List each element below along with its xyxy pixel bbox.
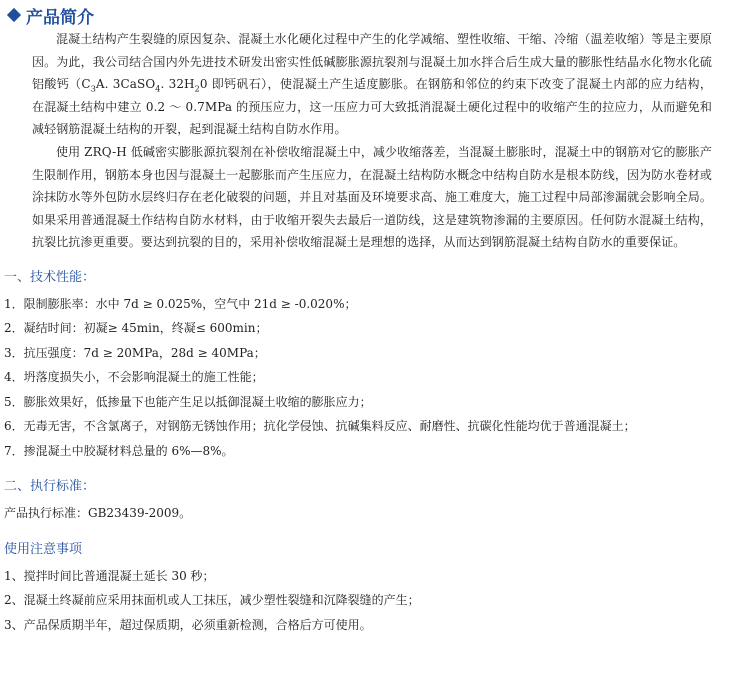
list-item: 6．无毒无害，不含氯离子，对钢筋无锈蚀作用；抗化学侵蚀、抗碱集料反应、耐磨性、抗碳化性能均优于普通混凝土； [4,419,636,434]
page-title-text: 产品简介 [26,7,94,28]
list-item: 1．限制膨胀率：水中 7d ≥ 0.025%，空气中 21d ≥ -0.020%； [4,296,357,311]
notes-list [4,564,712,638]
tech-section-heading: 一、技术性能： [4,269,96,285]
page-title [6,2,712,28]
list-item: 1、搅拌时间比普通混凝土延长 30 秒； [4,568,215,583]
diamond-icon [7,8,21,22]
intro-paragraph-2: 使用 ZRQ-H 低碱密实膨胀源抗裂剂在补偿收缩混凝土中，减少收缩落差，当混凝土膨胀时，混凝土中的钢筋对它的膨胀产生限制作用，钢筋本身也因与混凝土一起膨胀而产生压应力，在混凝土结构防水概念中结构自防水是根本防线，因为防水卷材或涂抹防水等外包防水层终归存在老化破裂的问题，并且对基面及环境要求高、施工难度大，施工过程中局部渗漏就会影响全局。如果采用普通混凝土作结构自防水材料，由于收缩开裂失去最后一道防线，这是建筑物渗漏的主要原因。任何防水混凝土结构，抗裂比抗渗更重要。要达到抗裂的目的，采用补偿收缩混凝土是理想的选择，从而达到钢筋混凝土结构自防水的重要保证。 [32,144,712,250]
list-item: 7．掺混凝土中胶凝材料总量的 6%—8%。 [4,443,234,458]
list-item: 5．膨胀效果好，低掺量下也能产生足以抵御混凝土收缩的膨胀应力； [4,394,372,409]
intro-paragraph-1: 混凝土结构产生裂缝的原因复杂、混凝土水化硬化过程中产生的化学减缩、塑性收缩、干缩、冷缩（温差收缩）等是主要原因。为此，我公司结合国内外先进技术研发出密实性低碱膨胀源抗裂剂与混凝土加水拌合后生成大量的膨胀性结晶水化物水化硫铝酸钙（$C_3A$. 3CaSO$_4$. $32H_20$ 即钙矾石），使混凝土产生适度膨胀。在钢筋和邻位的约束下改变了混凝土内部的应力结构，在混凝土结构中建立 0.2 ～ 0.7MPa 的预压应力，这一压应力可大致抵消混凝土硬化过程中的收缩产生的拉应力，从而避免和减轻钢筋混凝土结构的开裂，起到混凝土结构自防水作用。 [32,32,712,137]
list-item: 4．坍落度损失小，不会影响混凝土的施工性能； [4,370,264,385]
standard-section-heading: 二、执行标准： [4,479,96,495]
list-item: 2、混凝土终凝前应采用抹面机或人工抹压，减少塑性裂缝和沉降裂缝的产生； [4,593,420,608]
notes-section-heading: 使用注意事项 [4,541,83,557]
standard-text: 产品执行标准：GB23439-2009。 [4,506,192,521]
list-item: 3．抗压强度：7d ≥ 20MPa，28d ≥ 40MPa； [4,345,266,360]
standard-list [4,501,712,526]
list-item: 3、产品保质期半年，超过保质期，必须重新检测，合格后方可使用。 [4,617,372,632]
list-item: 2．凝结时间：初凝≥ 45min，终凝≤ 600min； [4,321,268,336]
tech-list [4,292,712,464]
